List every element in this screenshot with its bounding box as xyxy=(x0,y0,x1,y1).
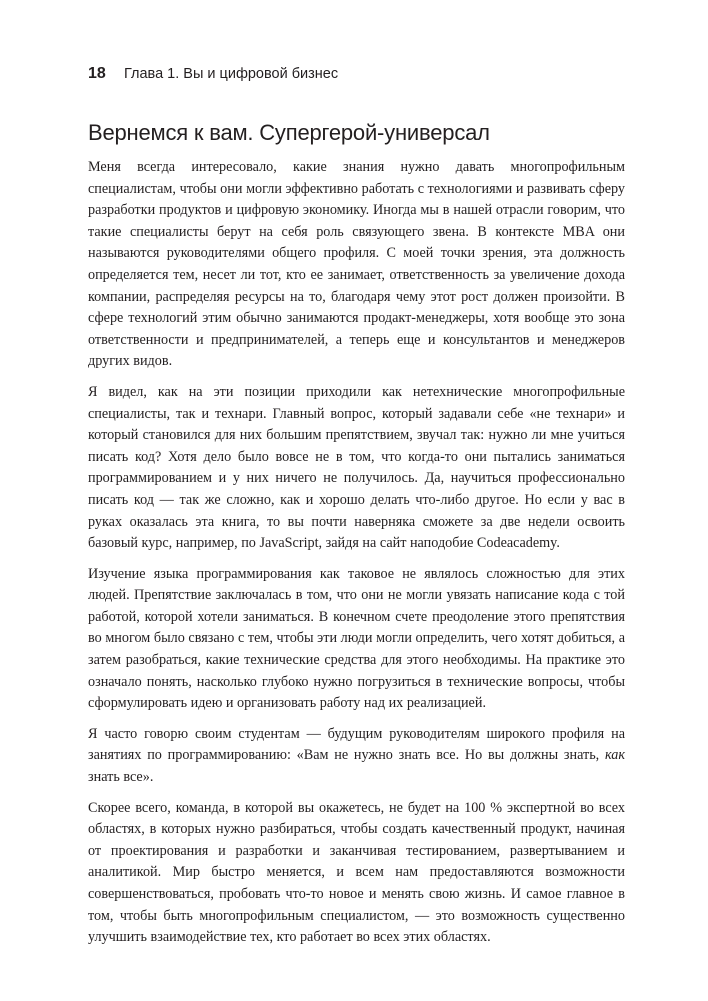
chapter-title: Глава 1. Вы и цифровой бизнес xyxy=(123,66,339,82)
quote-emphasis: как xyxy=(604,747,625,764)
paragraph-5: Скорее всего, команда, в которой вы окажетесь, не будет на 100 % экспертной во всех областях, в которых нужно разбираться, чтобы создать качественный продукт, начиная от проектирования и разработки и заканчивая тестированием, развертыванием и аналитикой. Мир быстро меняется, и всем нам предоставляются возможности совершенствоваться, пробовать что-то новое и менять свою жизнь. И самое главное в том, чтобы быть многопрофильным специалистом, — это возможность существенно улучшить взаимодействие тех, кто работает во всех этих областях. xyxy=(88,799,625,946)
running-head xyxy=(88,62,648,86)
body-text xyxy=(88,157,625,958)
section-heading: Вернемся к вам. Супергерой-универсал xyxy=(88,120,490,145)
paragraph-1: Меня всегда интересовало, какие знания нужно давать многопрофильным специалистам, чтобы они могли эффективно работать с технологиями и развивать сферу разработки продуктов и цифровую экономику. Иногда мы в нашей отрасли говорим, что такие специалисты берут на себя роль связующего звена. В контексте MBA они называются руководителями общего профиля. С моей точки зрения, эта должность определяется тем, несет ли тот, кто ее занимает, ответственность за увеличение дохода компании, распределяя ресурсы на то, благодаря чему этот рост должен произойти. В сфере технологий этим обычно занимаются продакт-менеджеры, хотя вообще это зона ответственности и предпринимателей, а теперь еще и консультантов и менеджеров других видов. xyxy=(88,159,625,370)
paragraph-4 xyxy=(88,724,625,789)
quote-text-before: Я часто говорю своим студентам — будущим руководителям широкого профиля на занятиях по программированию: «Вам не нужно знать все. Но вы должны знать, xyxy=(88,725,625,764)
paragraph-3: Изучение языка программирования как таковое не являлось сложностью для этих людей. Препятствие заключалась в том, что они не могли увязать написание кода с той работой, которой хотели заниматься. В конечном счете преодоление этого препятствия во многом было связано с тем, чтобы эти люди могли определить, чего хотят добиться, а затем разобраться, какие технические средства для этого необходимы. На практике это означало понять, насколько глубоко нужно погрузиться в технические вопросы, чтобы сформулировать идею и организовать работу над их реализацией. xyxy=(88,565,625,712)
quote-text-after: знать все». xyxy=(88,769,154,786)
page-number: 18 xyxy=(88,65,106,82)
paragraph-2: Я видел, как на эти позиции приходили как нетехнические многопрофильные специалисты, так и технари. Главный вопрос, который задавали себе «не технари» и который становился для них большим препятствием, звучал так: нужно ли мне учиться писать код? Хотя дело было вовсе не в том, что когда-то они пытались заниматься программированием и у них ничего не получилось. Да, научиться профессионально писать код — так же сложно, как и хорошо делать что-либо другое. Но если у вас в руках оказалась эта книга, то вы почти наверняка сможете за две недели освоить базовый курс, например, по JavaScript, зайдя на сайт наподобие Codeacademy. xyxy=(88,383,625,552)
